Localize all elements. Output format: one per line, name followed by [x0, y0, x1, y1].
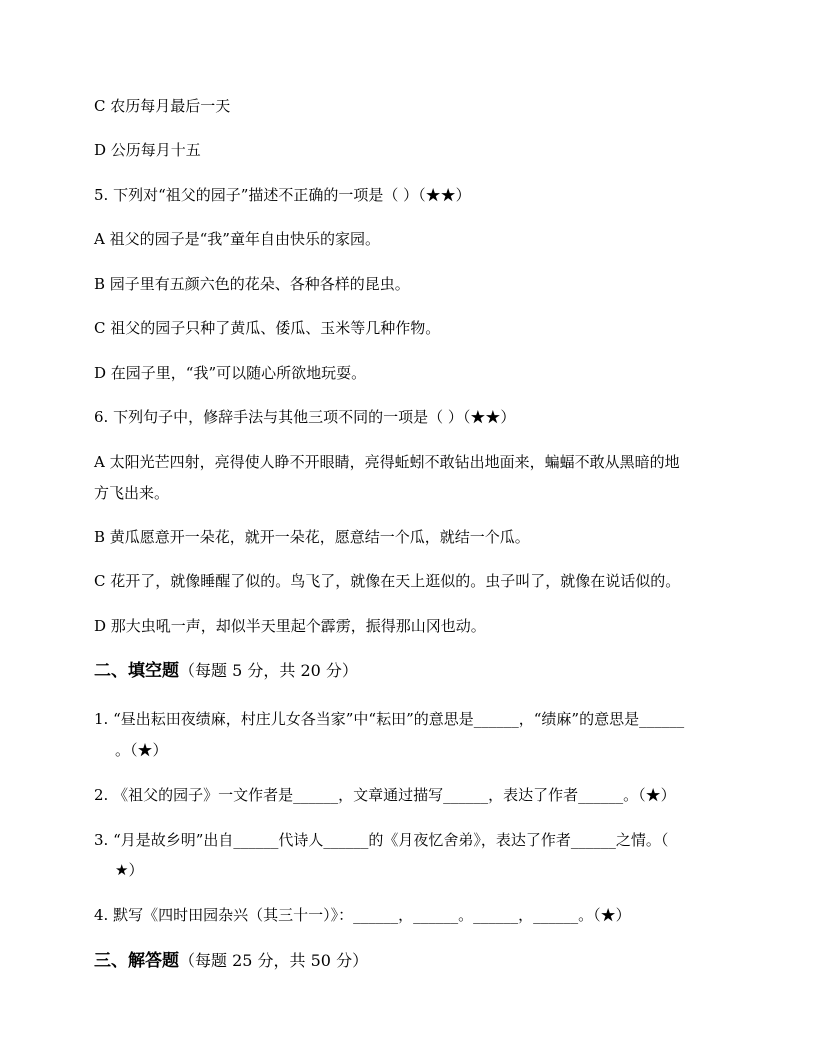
q5-option-d: D 在园子里，“我”可以随心所欲地玩耍。: [94, 364, 367, 382]
fill-q1-line1: 1. “昼出耘田夜绩麻，村庄儿女各当家”中“耘田”的意思是______，“绩麻”的意思是______: [94, 710, 685, 728]
fill-q3-line2: ★）: [115, 861, 144, 879]
section-2-heading: [94, 661, 358, 681]
q5-option-a: A 祖父的园子是“我”童年自由快乐的家园。: [94, 230, 380, 248]
q5-option-c: C 祖父的园子只种了黄瓜、倭瓜、玉米等几种作物。: [94, 319, 441, 337]
section-2-note: （每题 5 分，共 20 分）: [179, 661, 358, 680]
q6-option-a-line2: 方飞出来。: [94, 484, 170, 502]
q5-stem: 5. 下列对“祖父的园子”描述不正确的一项是（ ）（★★）: [94, 186, 471, 204]
q4-option-c: C 农历每月最后一天: [94, 97, 231, 115]
section-2-title: 二、填空题: [94, 661, 179, 681]
fill-q3-line1: 3. “月是故乡明”出自______代诗人______的《月夜忆舍弟》，表达了作者______之情。（: [94, 831, 669, 849]
fill-q4: 4. 默写《四时田园杂兴（其三十一）》：______，______。______，______。（★）: [94, 906, 631, 924]
section-3-note: （每题 25 分，共 50 分）: [179, 951, 369, 970]
q6-option-b: B 黄瓜愿意开一朵花，就开一朵花，愿意结一个瓜，就结一个瓜。: [94, 528, 530, 546]
section-3-heading: [94, 951, 368, 971]
q6-option-a-line1: A 太阳光芒四射，亮得使人睁不开眼睛，亮得蚯蚓不敢钻出地面来，蝙蝠不敢从黑暗的地: [94, 453, 680, 471]
q6-option-c: C 花开了，就像睡醒了似的。鸟飞了，就像在天上逛似的。虫子叫了，就像在说话似的。: [94, 572, 681, 590]
fill-q2: 2. 《祖父的园子》一文作者是______，文章通过描写______，表达了作者______。（★）: [94, 786, 676, 804]
section-3-title: 三、解答题: [94, 951, 179, 971]
q6-option-d: D 那大虫吼一声，却似半天里起个霹雳，振得那山冈也动。: [94, 617, 486, 635]
q6-stem: 6. 下列句子中，修辞手法与其他三项不同的一项是（ ）（★★）: [94, 408, 516, 426]
q5-option-b: B 园子里有五颜六色的花朵、各种各样的昆虫。: [94, 275, 410, 293]
q4-option-d: D 公历每月十五: [94, 141, 201, 159]
fill-q1-line2: 。（★）: [115, 741, 168, 759]
